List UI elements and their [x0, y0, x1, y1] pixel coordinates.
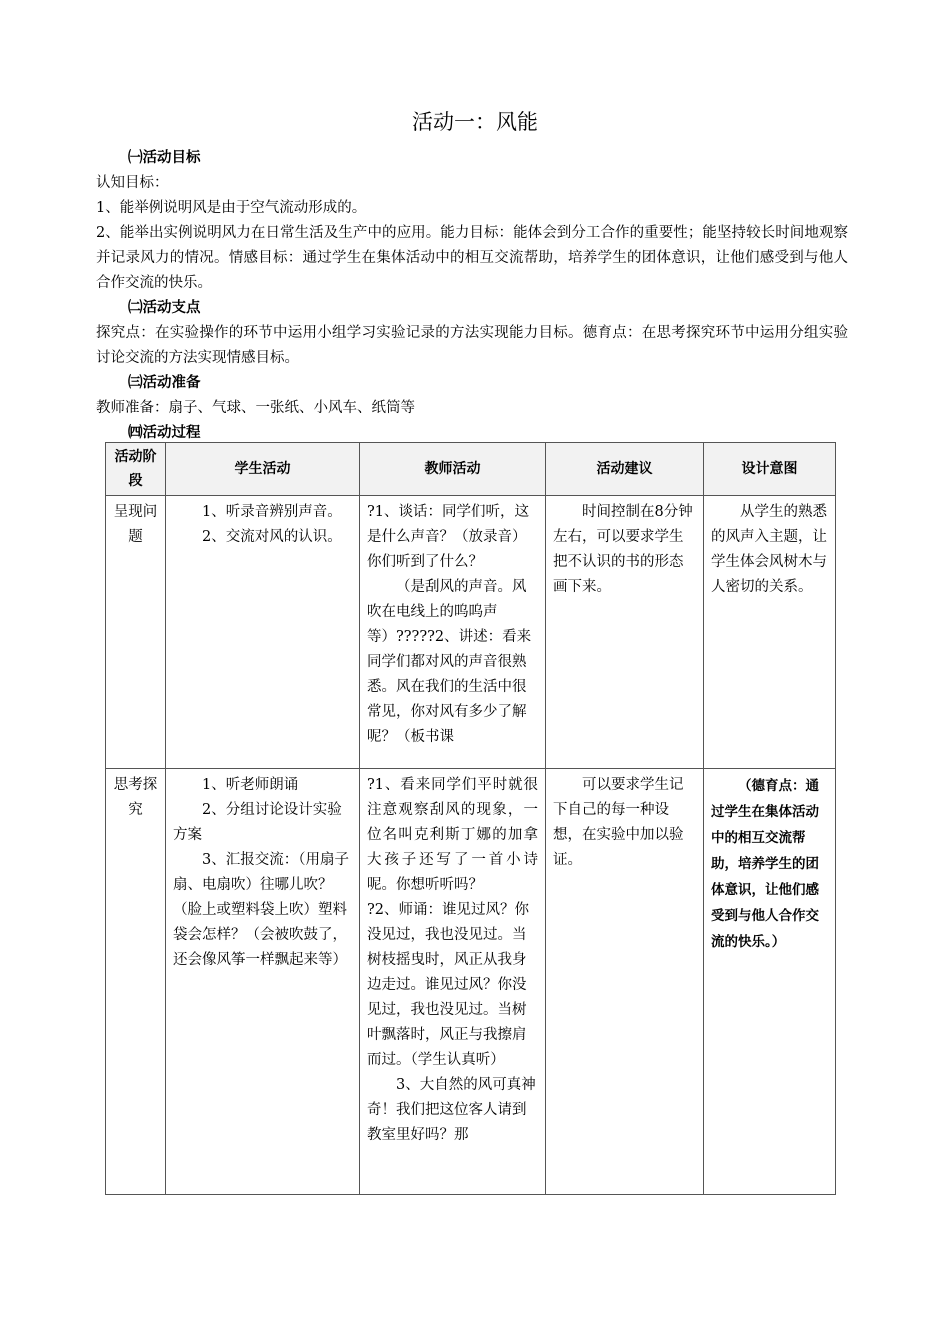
header-student-activity: 学生活动 — [166, 443, 360, 496]
activity-process-table — [105, 442, 836, 1195]
teacher-activity-item: （是刮风的声音。风吹在电线上的呜呜声等）?????2、讲述：看来同学们都对风的声音很熟悉。风在我们的生活中很常见，你对风有多少了解呢？（板书课 — [367, 579, 532, 745]
header-suggestion: 活动建议 — [546, 443, 704, 496]
document-body — [96, 146, 848, 446]
teacher-activity-cell — [360, 769, 546, 1195]
stage-cell: 思考探究 — [106, 769, 166, 1195]
table-header-row — [106, 443, 836, 496]
suggestion-cell: 可以要求学生记下自己的每一种设想，在实验中加以验证。 — [546, 769, 704, 1195]
teacher-activity-item: ?2、师诵：谁见过风？你没见过，我也没见过。当树枝摇曳时，风正从我身边走过。谁见过风？你没见过，我也没见过。当树叶飘落时，风正与我擦肩而过。（学生认真听） — [367, 902, 529, 1068]
student-activity-item: 3、汇报交流：（用扇子扇、电扇吹）往哪儿吹？（脸上或塑料袋上吹）塑料袋会怎样？（会被吹鼓了，还会像风筝一样飘起来等） — [173, 852, 349, 968]
teacher-activity-item: ?1、看来同学们平时就很注意观察刮风的现象，一位名叫克利斯丁娜的加拿大孩子还写了一首小诗呢。你想听听吗？ — [367, 777, 538, 893]
document-title: 活动一：风能 — [412, 110, 538, 134]
goal-item-1: 1、能举例说明风是由于空气流动形成的。 — [96, 200, 367, 216]
student-activity-cell — [166, 769, 360, 1195]
section-heading-preparation: ㈢活动准备 — [128, 375, 201, 391]
section-heading-support: ㈡活动支点 — [128, 300, 201, 316]
teacher-activity-cell — [360, 496, 546, 769]
student-activity-item: 2、交流对风的认识。 — [202, 529, 342, 545]
student-activity-item: 1、听老师朗诵 — [202, 777, 299, 793]
preparation-text: 教师准备：扇子、气球、一张纸、小风车、纸筒等 — [96, 400, 415, 416]
design-intent-cell: （德育点：通过学生在集体活动中的相互交流帮助，培养学生的团体意识，让他们感受到与他人合作交流的快乐。） — [704, 769, 836, 1195]
section-heading-goals: ㈠活动目标 — [128, 150, 201, 166]
cognitive-goal-label: 认知目标： — [96, 175, 169, 191]
goal-item-2: 2、能举出实例说明风力在日常生活及生产中的应用。能力目标：能体会到分工合作的重要性；能坚持较长时间地观察并记录风力的情况。情感目标：通过学生在集体活动中的相互交流帮助，培养学生的团体意识，让他们感受到与他人合作交流的快乐。 — [96, 225, 848, 291]
stage-cell: 呈现问题 — [106, 496, 166, 769]
table-row — [106, 496, 836, 769]
student-activity-cell — [166, 496, 360, 769]
section-heading-process: ㈣活动过程 — [128, 425, 201, 441]
teacher-activity-item: ?1、谈话：同学们听，这是什么声音？（放录音）你们听到了什么？ — [367, 504, 529, 570]
student-activity-item: 1、听录音辨别声音。 — [202, 504, 342, 520]
student-activity-item: 2、分组讨论设计实验方案 — [173, 802, 342, 843]
header-teacher-activity: 教师活动 — [360, 443, 546, 496]
header-stage: 活动阶段 — [106, 443, 166, 496]
header-design-intent: 设计意图 — [704, 443, 836, 496]
design-intent-cell: 从学生的熟悉的风声入主题，让学生体会风树木与人密切的关系。 — [704, 496, 836, 769]
support-text: 探究点：在实验操作的环节中运用小组学习实验记录的方法实现能力目标。德育点：在思考探究环节中运用分组实验讨论交流的方法实现情感目标。 — [96, 325, 848, 366]
suggestion-cell: 时间控制在8分钟左右，可以要求学生把不认识的书的形态画下来。 — [546, 496, 704, 769]
teacher-activity-item: 3、大自然的风可真神奇！我们把这位客人请到教室里好吗？那 — [367, 1077, 536, 1143]
table-row — [106, 769, 836, 1195]
